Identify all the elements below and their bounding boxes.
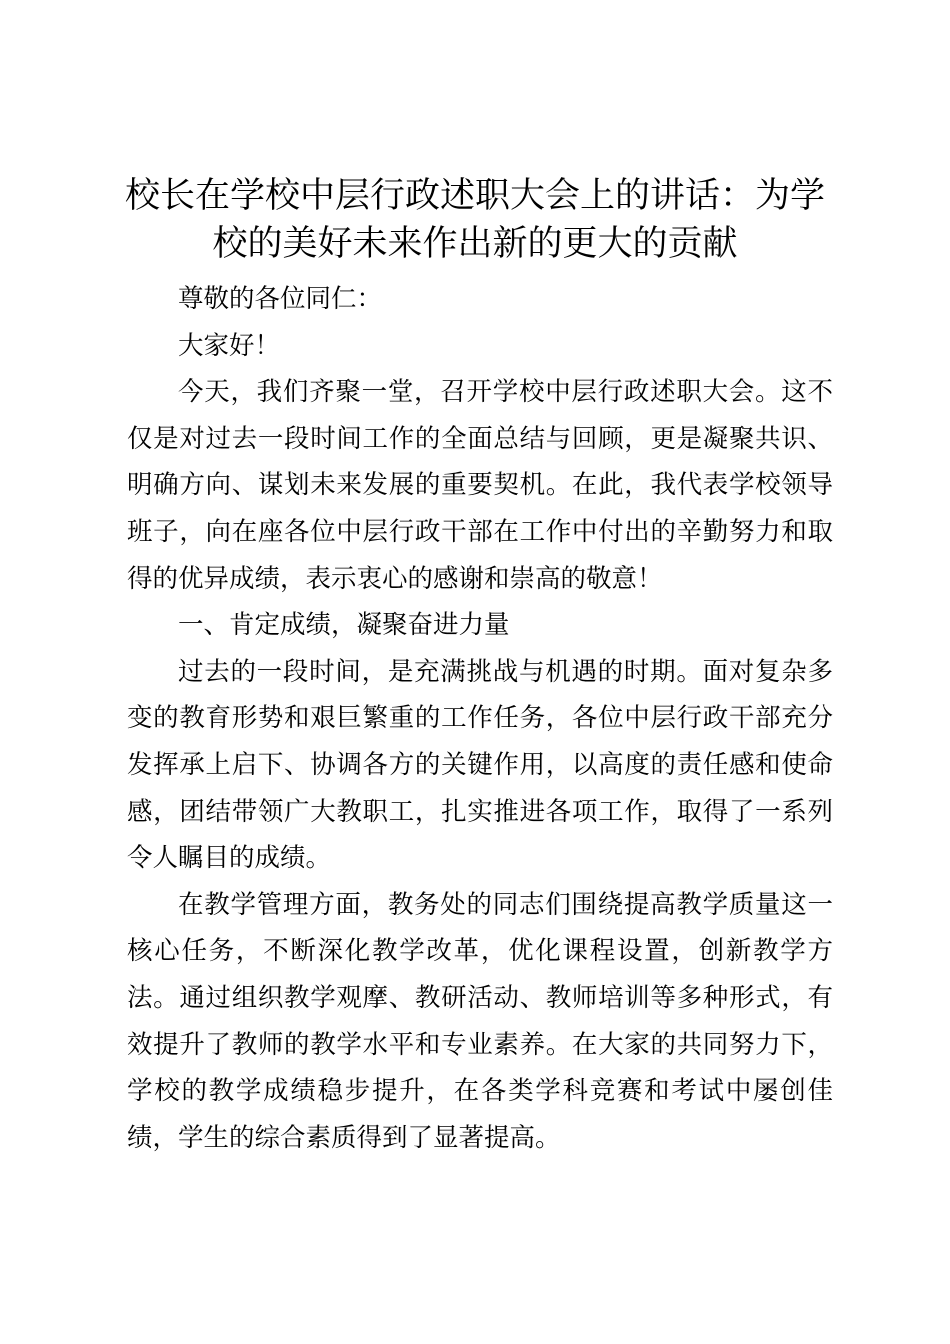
- greeting: 大家好！: [178, 330, 281, 361]
- document-body: [127, 276, 833, 1161]
- opening-paragraph: 今天，我们齐聚一堂，召开学校中层行政述职大会。这不仅是对过去一段时间工作的全面总结与回顾，更是凝聚共识、明确方向、谋划未来发展的重要契机。在此，我代表学校领导班子，向在座各位中层行政干部在工作中付出的辛勤努力和取得的优异成绩，表示衷心的感谢和崇高的敬意！: [127, 377, 833, 594]
- section-heading: 一、肯定成绩，凝聚奋进力量: [178, 610, 510, 641]
- achievements-paragraph: 过去的一段时间，是充满挑战与机遇的时期。面对复杂多变的教育形势和艰巨繁重的工作任务，各位中层行政干部充分发挥承上启下、协调各方的关键作用，以高度的责任感和使命感，团结带领广大教职工，扎实推进各项工作，取得了一系列令人瞩目的成绩。: [127, 656, 833, 874]
- salutation: 尊敬的各位同仁：: [178, 284, 383, 314]
- document-title: 校长在学校中层行政述职大会上的讲话：为学校的美好未来作出新的更大的贡献: [124, 176, 825, 264]
- teaching-management-paragraph: 在教学管理方面，教务处的同志们围绕提高教学质量这一核心任务，不断深化教学改革，优化课程设置，创新教学方法。通过组织教学观摩、教研活动、教师培训等多种形式，有效提升了教师的教学水平和专业素养。在大家的共同努力下，学校的教学成绩稳步提升，在各类学科竞赛和考试中屡创佳绩，学生的综合素质得到了显著提高。: [127, 889, 833, 1153]
